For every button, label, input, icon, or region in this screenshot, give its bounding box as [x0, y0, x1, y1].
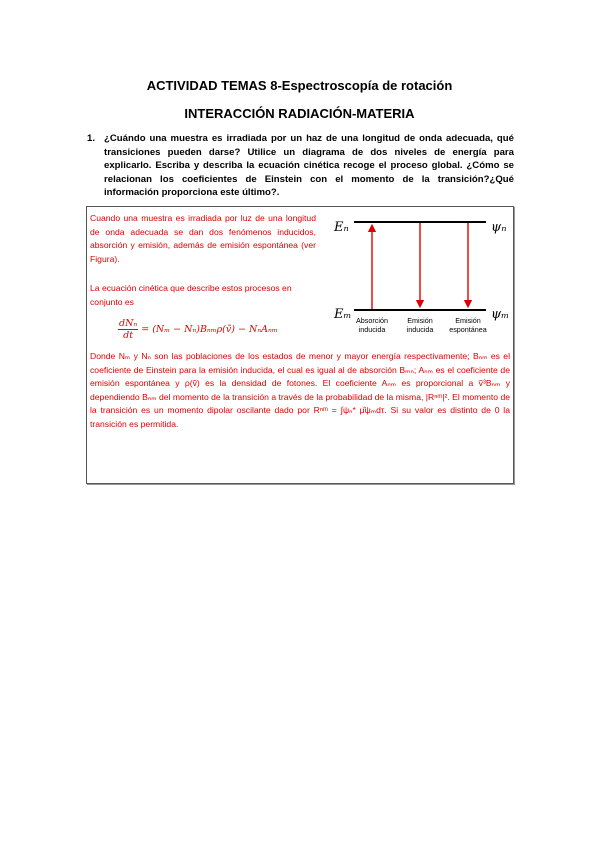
induced-emission-label-2: inducida	[406, 325, 434, 334]
equation-fraction	[118, 318, 138, 341]
document-title: ACTIVIDAD TEMAS 8-Espectroscopía de rotación	[146, 78, 453, 93]
question-text: ¿Cuándo una muestra es irradiada por un haz de una longitud de onda adecuada, qué transiciones pueden darse? Utilice un diagrama de dos niveles de energía para explicarlo. Escriba y describa la ecuación cinética recoge el proceso global. ¿Cómo se relacionan los coeficientes de Einstein con el momento de la transición?¿Qué información proporciona este último?.	[104, 133, 514, 198]
upper-level-label: Eₙ	[334, 220, 349, 235]
energy-level-diagram	[330, 208, 514, 338]
equation-numerator: dNₙ	[119, 318, 138, 329]
question-number: 1.	[87, 133, 96, 144]
lower-level-label: Eₘ	[334, 307, 352, 322]
equation-rhs: = (Nₘ − Nₙ)Bₙₘρ(ṽ) − NₙAₙₘ	[141, 324, 278, 335]
answer-paragraph-3: Donde Nₘ y Nₙ son las poblaciones de los estados de menor y mayor energía respectivamente; Bₙₘ es el coeficiente de Einstein para la emisión inducida, el cual es igual al de absorción Bₘₙ; Aₙₘ es el coeficiente de emisión espontánea y ρ(ṽ) es la densidad de fotones. El coeficiente Aₙₘ es proporcional a ṽ³Bₙₘ y dependiendo Bₙₘ del momento de la transición a través de la probabilidad de la misma, |Rⁿᵐ|². El momento de la transición es un momento dipolar oscilante dado por Rⁿᵐ = ∫ψₙ* μ̂ψₘdτ. Si su valor es distinto de 0 la transición es permitida.	[90, 351, 510, 429]
equation-denominator: dt	[123, 330, 134, 341]
kinetic-equation	[118, 318, 278, 341]
answer-paragraph-1: Cuando una muestra es irradiada por luz de una longitud de onda adecuada se dan dos fenómenos inducidos, absorción y emisión, además de emisión espontánea (ver Figura).	[90, 213, 316, 264]
document-subtitle: INTERACCIÓN RADIACIÓN-MATERIA	[184, 106, 415, 121]
absorption-label-1: Absorción	[356, 316, 388, 325]
absorption-label-2: inducida	[358, 325, 386, 334]
spontaneous-emission-label-2: espontánea	[449, 325, 487, 334]
question-block	[87, 132, 514, 200]
induced-emission-label-1: Emisión	[407, 316, 433, 325]
upper-state-label: ψₙ	[491, 220, 507, 235]
lower-state-label: ψₘ	[491, 307, 510, 322]
answer-paragraph-2: La ecuación cinética que describe estos procesos en conjunto es	[90, 283, 292, 307]
spontaneous-emission-label-1: Emisión	[455, 316, 481, 325]
